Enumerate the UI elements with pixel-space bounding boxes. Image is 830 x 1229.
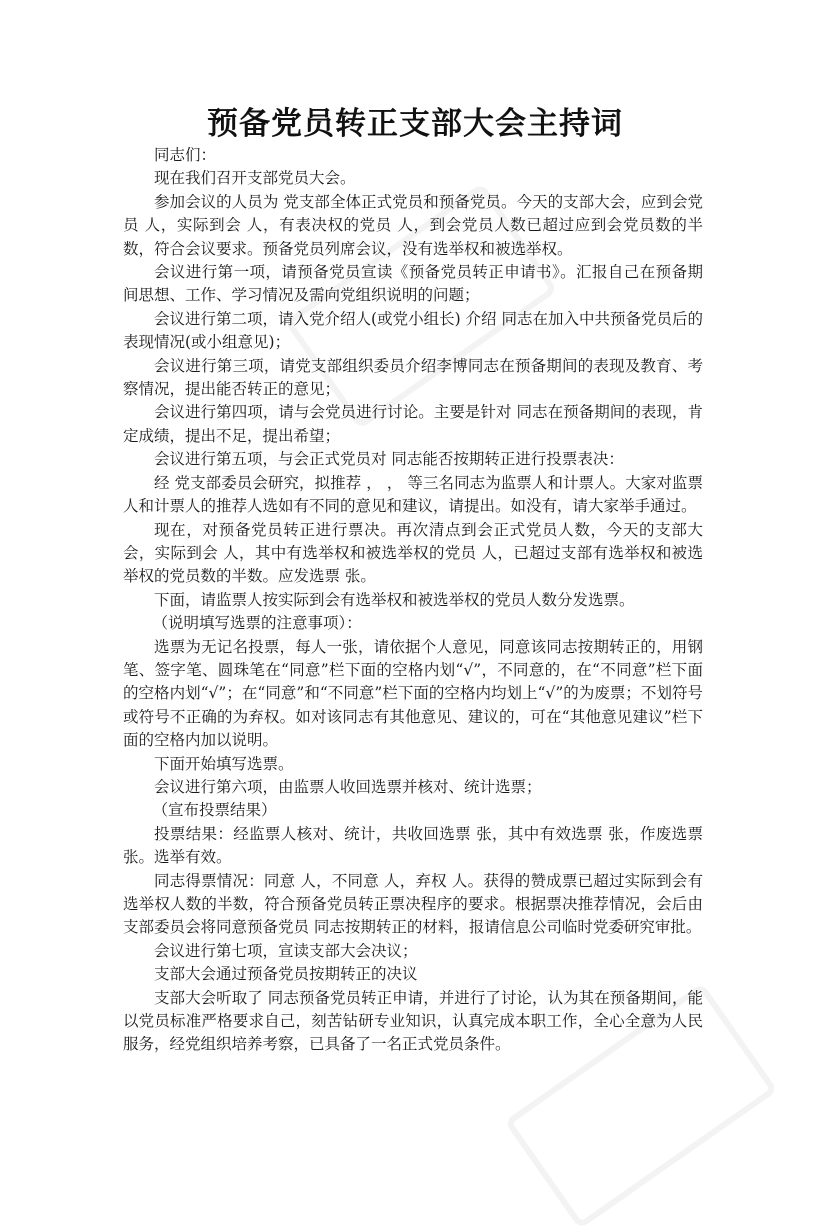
paragraph: 会议进行第七项，宣读支部大会决议； <box>154 941 418 960</box>
paragraph: 会议进行第三项，请党支部组织委员介绍李博同志在预备期间的表现及教育、考察情况，提出能否转正的意见； <box>123 356 703 399</box>
paragraph: 支部大会听取了 同志预备党员转正申请，并进行了讨论，认为其在预备期间，能以党员标准严格要求自己，刻苦钻研专业知识，认真完成本职工作，全心全意为人民服务，经党组织培养考察，已具备了一名正式党员条件。 <box>123 988 703 1054</box>
paragraph: 现在我们召开支部党员大会。 <box>154 169 356 188</box>
paragraph: 会议进行第四项，请与会党员进行讨论。主要是针对 同志在预备期间的表现，肯定成绩，提出不足，提出希望； <box>123 403 703 445</box>
paragraph: 会议进行第一项，请预备党员宣读《预备党员转正申请书》。汇报自己在预备期间思想、工作、学习情况及需向党组织说明的问题； <box>123 263 703 305</box>
paragraph: 投票结果：经监票人核对、统计，共收回选票 张，其中有效选票 张，作废选票 张。选举有效。 <box>123 824 703 867</box>
paragraph: 同志得票情况：同意 人，不同意 人，弃权 人。获得的赞成票已超过实际到会有选举权人数的半数，符合预备党员转正票决程序的要求。根据票决推荐情况，会后由支部委员会将同意预备党员 同志按期转正的材料，报请信息公司临时党委研究审批。 <box>123 871 703 937</box>
paragraph-note: （宣布投票结果） <box>152 801 277 820</box>
paragraph: 下面开始填写选票。 <box>154 754 294 773</box>
paragraph-greeting: 同志们： <box>154 146 217 164</box>
paragraph: 参加会议的人员为 党支部全体正式党员和预备党员。今天的支部大会，应到会党员 人，实际到会 人，有表决权的党员 人，到会党员人数已超过应到会党员数的半数，符合会议要求。预备党员列席会议，没有选举权和被选举权。 <box>123 192 703 258</box>
paragraph: 会议进行第二项，请入党介绍人(或党小组长) 介绍 同志在加入中共预备党员后的表现情况(或小组意见)； <box>123 309 703 352</box>
paragraph-note: （说明填写选票的注意事项）： <box>152 614 362 633</box>
paragraph: 会议进行第五项，与会正式党员对 同志能否按期转正进行投票表决： <box>154 450 624 469</box>
paragraph: 现在，对预备党员转正进行票决。再次清点到会正式党员人数，今天的支部大会，实际到会 人，其中有选举权和被选举权的党员 人，已超过支部有选举权和被选举权的党员数的半数。应发选票 张。 <box>123 520 703 586</box>
paragraph: 经 党支部委员会研究，拟推荐 ， ， 等三名同志为监票人和计票人。大家对监票人和计票人的推荐人选如有不同的意见和建议，请提出。如没有，请大家举手通过。 <box>123 473 703 516</box>
paragraph: 下面，请监票人按实际到会有选举权和被选举权的党员人数分发选票。 <box>154 590 635 609</box>
document-body <box>123 144 703 1057</box>
document-title: 预备党员转正支部大会主持词 <box>207 106 623 142</box>
paragraph: 会议进行第六项，由监票人收回选票并核对、统计选票； <box>154 777 542 796</box>
paragraph: 支部大会通过预备党员按期转正的决议 <box>154 965 418 984</box>
paragraph: 选票为无记名投票，每人一张，请依据个人意见，同意该同志按期转正的，用钢笔、签字笔、圆珠笔在“同意”栏下面的空格内划“√”，不同意的，在“不同意”栏下面的空格内划“√”；在“同意”和“不同意”栏下面的空格内均划上“√”的为废票；不划符号或符号不正确的为弃权。如对该同志有其他意见、建议的，可在“其他意见建议”栏下面的空格内加以说明。 <box>123 637 703 750</box>
